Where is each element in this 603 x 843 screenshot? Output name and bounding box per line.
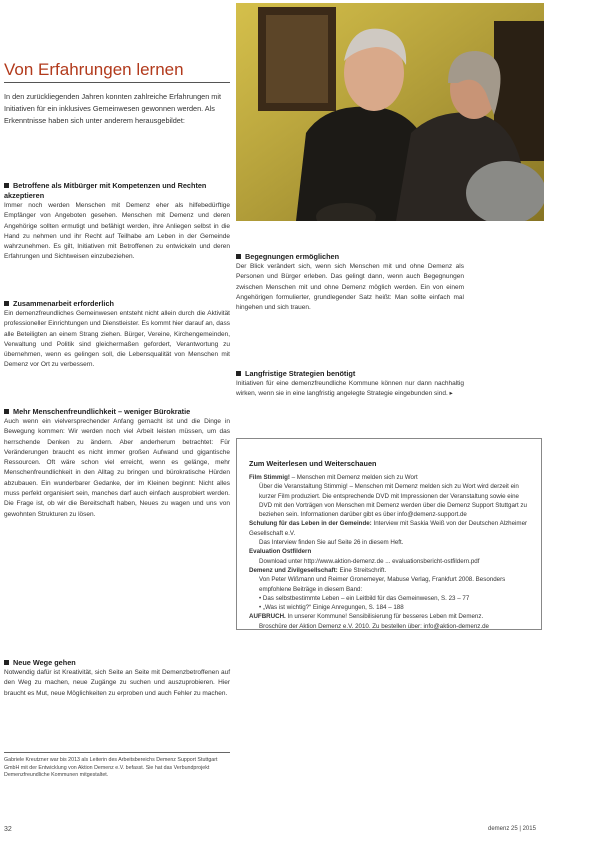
article-title: Von Erfahrungen lernen — [4, 60, 184, 79]
section-heading: Begegnungen ermöglichen — [236, 252, 542, 262]
section-neue-wege — [4, 658, 230, 699]
section-heading: Mehr Menschenfreundlichkeit – weniger Bürokratie — [4, 407, 230, 417]
reading-entry-detail: Über die Veranstaltung Stimmig! – Menschen mit Demenz melden sich zu Wort wird derzeit ein kurzer Film produziert. Die entsprechende DVD mit Impressionen der Veranstaltung sowie eine DVD mit den Vorträgen von Menschen mit Demenz werden über die Demenz Support Stuttgart zu beziehen sein. Informationen darüber gibt es über info@demenz-support.de — [259, 483, 527, 519]
title-divider — [4, 82, 230, 83]
box-heading: Zum Weiterlesen und Weiterschauen — [249, 459, 377, 468]
section-body: Der Blick verändert sich, wenn sich Menschen mit und ohne Demenz als Personen und Bürger erleben. Das gelingt dann, wenn auch Begegnungen zwischen Menschen mit und ohne Demenz möglich werden. Ein von einem Angehörigen formulierter, grundlegender Satz heißt: Man sollte einfach mal hingehen und sich trauen. — [236, 263, 464, 312]
photo-of-visitors-image — [236, 3, 544, 221]
section-zusammenarbeit — [4, 299, 230, 371]
section-menschenfreundlichkeit — [4, 407, 230, 520]
section-body: Immer noch werden Menschen mit Demenz eher als hilfebedürftige Empfänger von Angeboten gesehen. Menschen mit Demenz und deren Angehörige sollten ermutigt und befähigt werden, ihre Anliegen selbst in die Hand zu nehmen und ihr Recht auf Teilhabe am Leben in der Gemeinde wahrzunehmen. Es gilt, Initiativen mit Betroffenen zu entwickeln und deren Erfahrungen und Sichtweisen einzubeziehen. — [4, 202, 230, 261]
reading-entry-detail: Von Peter Wißmann und Reimer Gronemeyer, Mabuse Verlag, Frankfurt 2008. Besonders empfohlene Beiträge in diesem Band: — [259, 576, 506, 593]
reading-bullet: • Das selbstbestimmte Leben – ein Leitbild für das Gemeinwesen, S. 23 – 77 — [249, 594, 533, 603]
reading-entry: Schulung für das Leben in der Gemeinde: Interview mit Saskia Weiß von der Deutschen Alzheimer Gesellschaft e.V. — [249, 520, 528, 537]
section-betroffene — [4, 181, 230, 263]
section-body: Ein demenzfreundliches Gemeinwesen entsteht nicht allein durch die Aktivität professioneller Einrichtungen und Dienstleister. Es kommt hier darauf an, dass alle Beteiligten an einem Strang ziehen. Bürger, Vereine, Kirchengemeinden, Verwaltung und Politik sind gleichermaßen gefordert, Verantwortung zu übernehmen, wenn es gelingen soll, die Lebensqualität von Menschen mit Demenz vor Ort zu verbessern. — [4, 310, 230, 369]
section-heading: Neue Wege gehen — [4, 658, 230, 668]
section-heading: Langfristige Strategien benötigt — [236, 369, 542, 379]
square-bullet-icon — [4, 409, 9, 414]
reading-bullet: • „Was ist wichtig?“ Einige Anregungen, S. 184 – 188 — [249, 603, 533, 612]
square-bullet-icon — [236, 371, 241, 376]
section-body: Auch wenn ein vielversprechender Anfang gemacht ist und die Dinge in Bewegung kommen: Wir werden noch viel Arbeit leisten müssen, um das herrschende Denken zu ändern. Aber anderherum betrachtet: Für Veränderungen braucht es nicht immer großen Aufwand und gigantische Ressourcen. Oft wäre schon viel erreicht, wenn es gelänge, mehr Menschenfreundlichkeit in den Alltag zu bringen und bürokratische Hürden abzubauen. Ein wunderbarer Gedanke, der im Kleinen beginnt: Nicht alles muss perfekt organisiert sein, manches darf auch einfach ausprobiert werden. Die Frage ist, ob wir die Bereitschaft haben, Neues zu wagen und uns von gewohnten Strukturen zu lösen. — [4, 418, 230, 518]
reading-entry-link[interactable]: Download unter http://www.aktion-demenz.de ... evaluationsbericht-ostfildern.pdf — [259, 557, 480, 565]
square-bullet-icon — [4, 183, 9, 188]
further-reading-box — [236, 438, 542, 630]
footnote-divider — [4, 752, 230, 753]
square-bullet-icon — [236, 254, 241, 259]
square-bullet-icon — [4, 301, 9, 306]
section-heading: Zusammenarbeit erforderlich — [4, 299, 230, 309]
reading-entry-detail: Das Interview finden Sie auf Seite 26 in diesem Heft. — [259, 539, 404, 547]
section-body: Notwendig dafür ist Kreativität, sich Seite an Seite mit Demenzbetroffenen auf den Weg zu machen, neue Zugänge zu suchen und auszuprobieren. Hier braucht es Mut, neue Möglichkeiten zu erproben und auch Fehler zu machen. — [4, 669, 230, 697]
box-body — [249, 473, 533, 631]
page-number: 32 — [4, 826, 12, 833]
reading-entry: AUFBRUCH. In unserer Kommune! Sensibilisierung für besseres Leben mit Demenz. — [249, 613, 484, 621]
section-heading: Betroffene als Mitbürger mit Kompetenzen und Rechten akzeptieren — [4, 181, 207, 200]
reading-entry: Evaluation Ostfildern — [249, 548, 312, 556]
author-footnote: Gabriele Kreutzner war bis 2013 als Leiterin des Arbeitsbereichs Demenz Support Stuttgart GmbH mit der Entwicklung von Aktion Demenz e.V. befasst. Sie hat das Verbundprojekt Demenzfreundliche Kommunen mitgestaltet. — [4, 757, 218, 779]
reading-entry-link[interactable]: Broschüre der Aktion Demenz e.V. 2010. Zu bestellen über: info@aktion-demenz.de — [259, 622, 489, 630]
photo-illustration — [236, 3, 544, 221]
section-body: Initiativen für eine demenzfreundliche Kommune können nur dann nachhaltig wirken, wenn sie in eine langfristig angelegte Strategie eingebunden sind. ▸ — [236, 380, 464, 398]
reading-entry: Demenz und Zivilgesellschaft: Eine Streitschrift. — [249, 566, 387, 574]
reading-entry: Film Stimmig! – Menschen mit Demenz melden sich zu Wort — [249, 474, 418, 481]
section-strategien — [236, 369, 542, 400]
intro-paragraph: In den zurückliegenden Jahren konnten zahlreiche Erfahrungen mit Initiativen für ein inklusives Gemeinwesen gewonnen werden. Als Erkenntnisse haben sich unter anderem herausgebildet: — [4, 92, 222, 125]
page-footer: demenz 25 | 2015 — [488, 826, 536, 832]
section-begegnungen — [236, 252, 542, 313]
square-bullet-icon — [4, 660, 9, 665]
